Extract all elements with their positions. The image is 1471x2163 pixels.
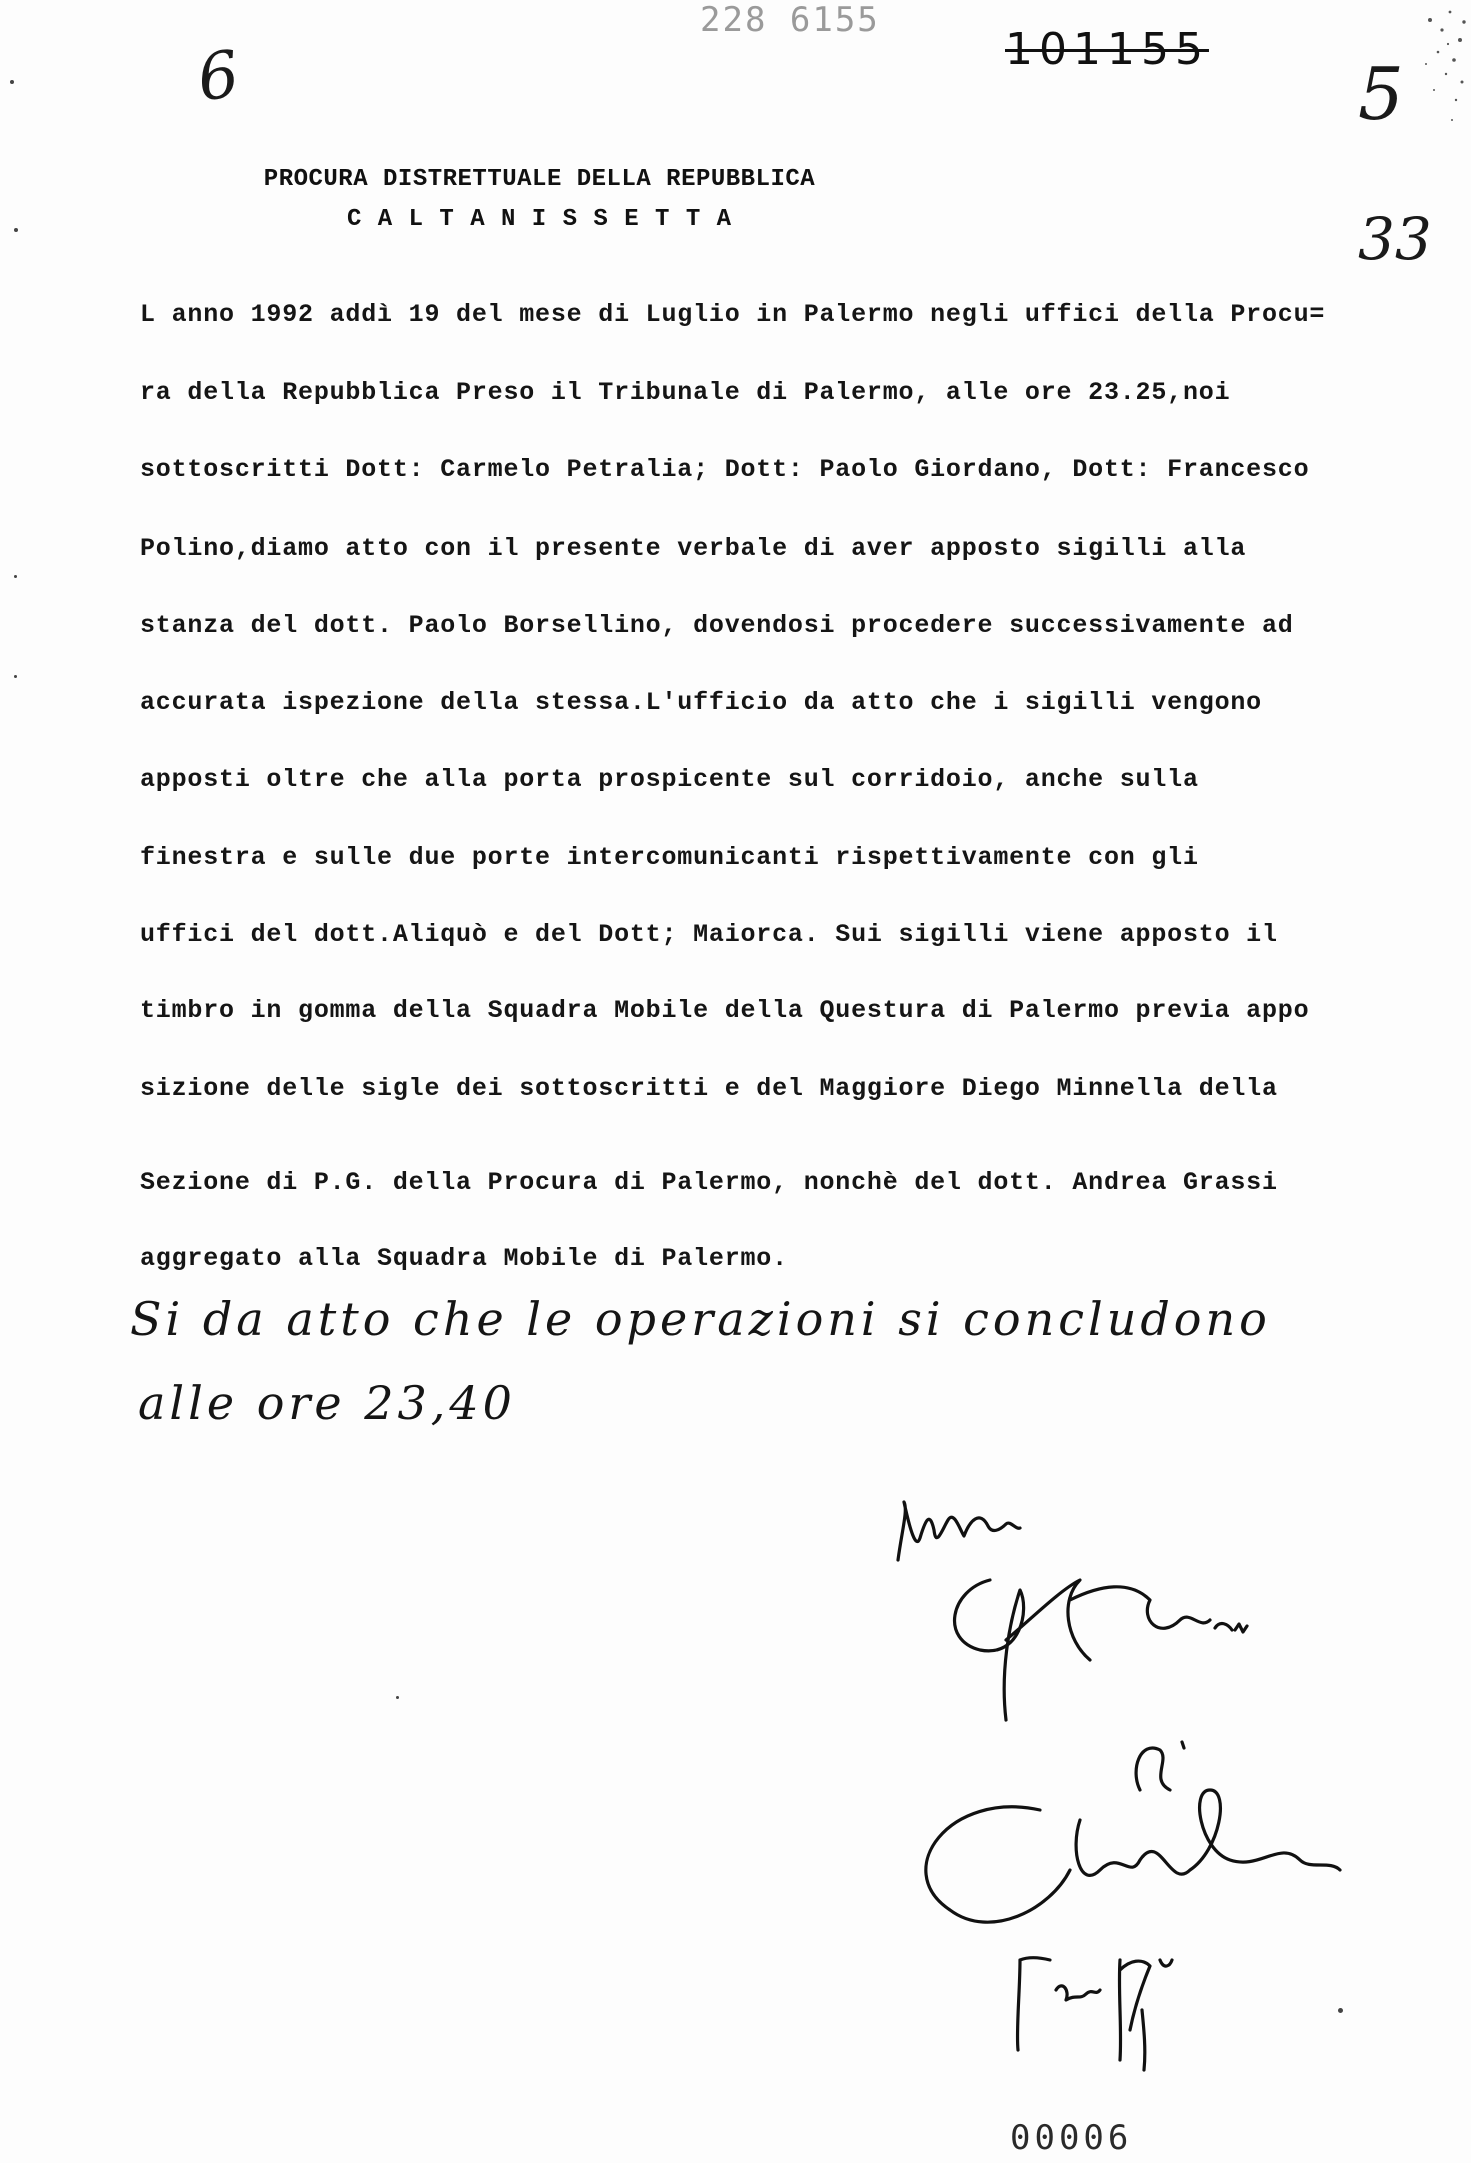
top-right-page-number: 5 xyxy=(1358,52,1404,136)
verbale-line: uffici del dott.Aliquò e del Dott; Maiorca. Sui sigilli viene apposto il xyxy=(140,920,1278,949)
scan-noise xyxy=(1390,0,1471,140)
verbale-line: Polino,diamo atto con il presente verbale di aver apposto sigilli alla xyxy=(140,534,1247,563)
verbale-line: stanza del dott. Paolo Borsellino, dovendosi procedere successivamente ad xyxy=(140,611,1294,640)
verbale-line: aggregato alla Squadra Mobile di Palermo. xyxy=(140,1244,788,1273)
top-left-page-number: 6 xyxy=(193,37,244,117)
verbale-line: ra della Repubblica Preso il Tribunale di Palermo, alle ore 23.25,noi xyxy=(140,378,1231,407)
office-title: PROCURA DISTRETTUALE DELLA REPUBBLICA xyxy=(263,166,816,193)
office-city: C A L T A N I S S E T T A xyxy=(346,206,733,233)
scan-speck xyxy=(10,80,14,84)
verbale-line: timbro in gomma della Squadra Mobile della Questura di Palermo previa appo xyxy=(140,996,1310,1025)
top-right-struck-number: 101155 xyxy=(1005,24,1209,75)
scan-speck xyxy=(396,1696,399,1699)
top-center-faint-number: 228 6155 xyxy=(700,0,880,40)
handwritten-note-line: Si da atto che le operazioni si concludono xyxy=(130,1292,1271,1346)
verbale-line: Sezione di P.G. della Procura di Palermo, nonchè del dott. Andrea Grassi xyxy=(140,1168,1278,1197)
verbale-line: finestra e sulle due porte intercomunicanti rispettivamente con gli xyxy=(140,843,1199,872)
right-margin-number: 33 xyxy=(1358,205,1432,273)
verbale-line: L anno 1992 addì 19 del mese di Luglio in Palermo negli uffici della Procu= xyxy=(140,300,1326,329)
verbale-line: sottoscritti Dott: Carmelo Petralia; Dott: Paolo Giordano, Dott: Francesco xyxy=(140,455,1310,484)
verbale-line: apposti oltre che alla porta prospicente sul corridoio, anche sulla xyxy=(140,765,1199,794)
scan-speck xyxy=(14,675,17,678)
page-stamp-number: 00006 xyxy=(1010,2118,1133,2158)
scan-speck xyxy=(14,575,17,578)
signature-block xyxy=(830,1490,1370,2110)
verbale-line: accurata ispezione della stessa.L'ufficio da atto che i sigilli vengono xyxy=(140,688,1262,717)
handwritten-note-line: alle ore 23,40 xyxy=(138,1376,516,1430)
verbale-line: sizione delle sigle dei sottoscritti e del Maggiore Diego Minnella della xyxy=(140,1074,1278,1103)
